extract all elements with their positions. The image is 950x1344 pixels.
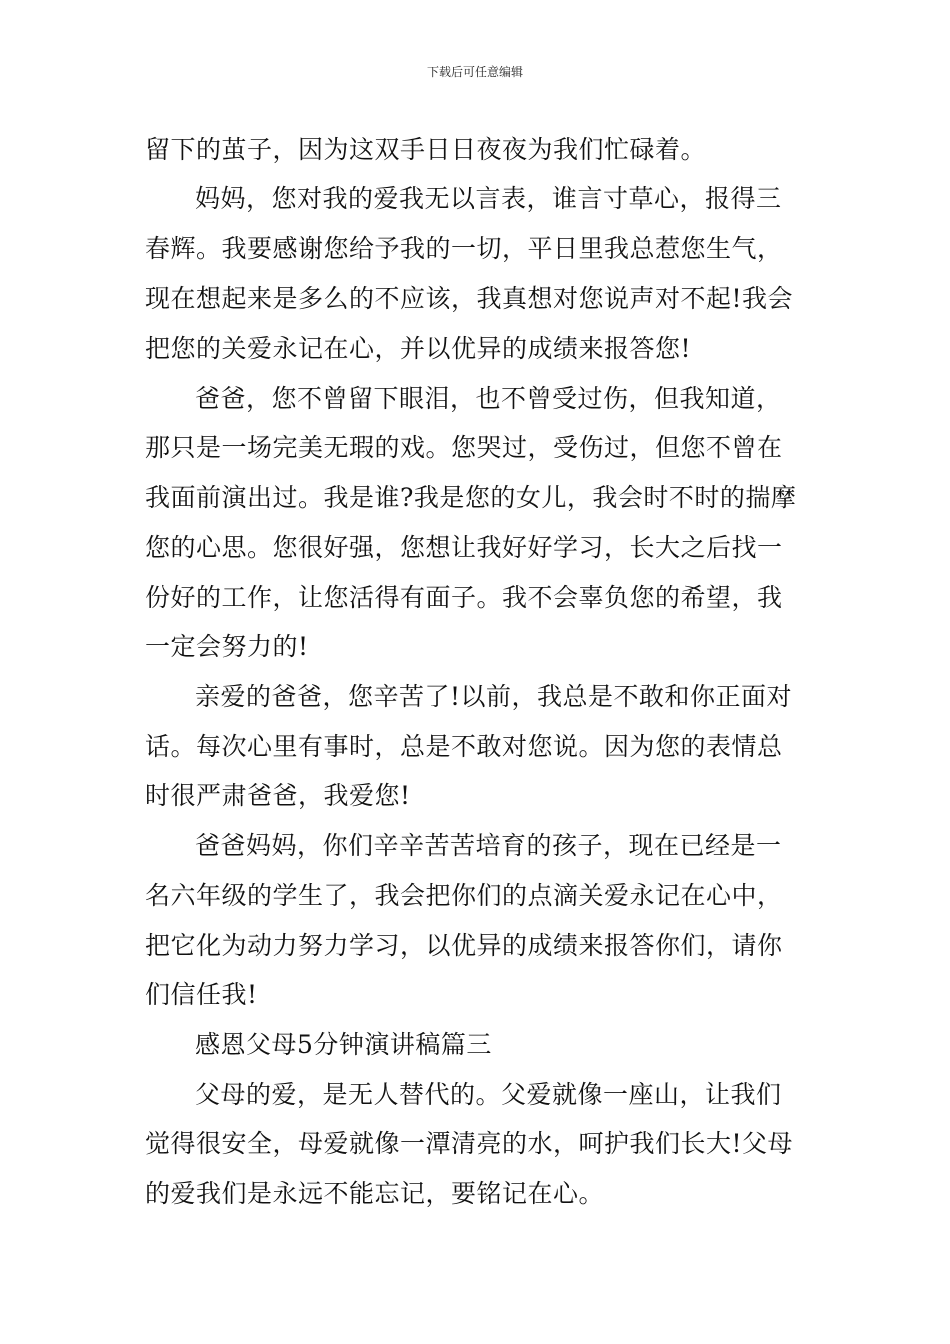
text-line-3: 春辉。我要感谢您给予我的一切，平日里我总惹您生气， bbox=[145, 234, 783, 263]
text-line-22: 的爱我们是永远不能忘记，要铭记在心。 bbox=[145, 1179, 605, 1208]
page-header: 下载后可任意编辑 bbox=[426, 65, 523, 79]
text-line-12: 亲爱的爸爸，您辛苦了!以前，我总是不敢和你正面对 bbox=[195, 682, 793, 711]
text-line-2: 妈妈，您对我的爱我无以言表，谁言寸草心，报得三 bbox=[195, 184, 782, 213]
section-heading: 感恩父母5分钟演讲稿篇三 bbox=[195, 1030, 492, 1059]
text-line-20: 父母的爱，是无人替代的。父爱就像一座山，让我们 bbox=[195, 1080, 782, 1109]
text-line-5: 把您的关爱永记在心，并以优异的成绩来报答您! bbox=[145, 334, 692, 363]
text-line-4: 现在想起来是多么的不应该，我真想对您说声对不起!我会 bbox=[145, 284, 794, 313]
text-line-16: 名六年级的学生了，我会把你们的点滴关爱永记在心中， bbox=[145, 881, 783, 910]
text-line-11: 一定会努力的! bbox=[145, 632, 309, 661]
text-line-21: 觉得很安全，母爱就像一潭清亮的水，呵护我们长大!父母 bbox=[145, 1129, 794, 1158]
text-line-18: 们信任我! bbox=[145, 980, 258, 1009]
text-line-8: 我面前演出过。我是谁?我是您的女儿，我会时不时的揣摩 bbox=[145, 483, 797, 512]
text-line-1: 留下的茧子，因为这双手日日夜夜为我们忙碌着。 bbox=[145, 135, 707, 164]
text-line-9: 您的心思。您很好强，您想让我好好学习，长大之后找一 bbox=[145, 533, 783, 562]
text-line-17: 把它化为动力努力学习，以优异的成绩来报答你们，请你 bbox=[145, 931, 783, 960]
text-line-15: 爸爸妈妈，你们辛辛苦苦培育的孩子，现在已经是一 bbox=[195, 831, 782, 860]
text-line-10: 份好的工作，让您活得有面子。我不会辜负您的希望，我 bbox=[145, 583, 783, 612]
text-line-13: 话。每次心里有事时，总是不敢对您说。因为您的表情总 bbox=[145, 732, 783, 761]
text-line-6: 爸爸，您不曾留下眼泪，也不曾受过伤，但我知道， bbox=[195, 384, 782, 413]
text-line-14: 时很严肃爸爸，我爱您! bbox=[145, 781, 411, 810]
text-line-7: 那只是一场完美无瑕的戏。您哭过，受伤过，但您不曾在 bbox=[145, 433, 783, 462]
